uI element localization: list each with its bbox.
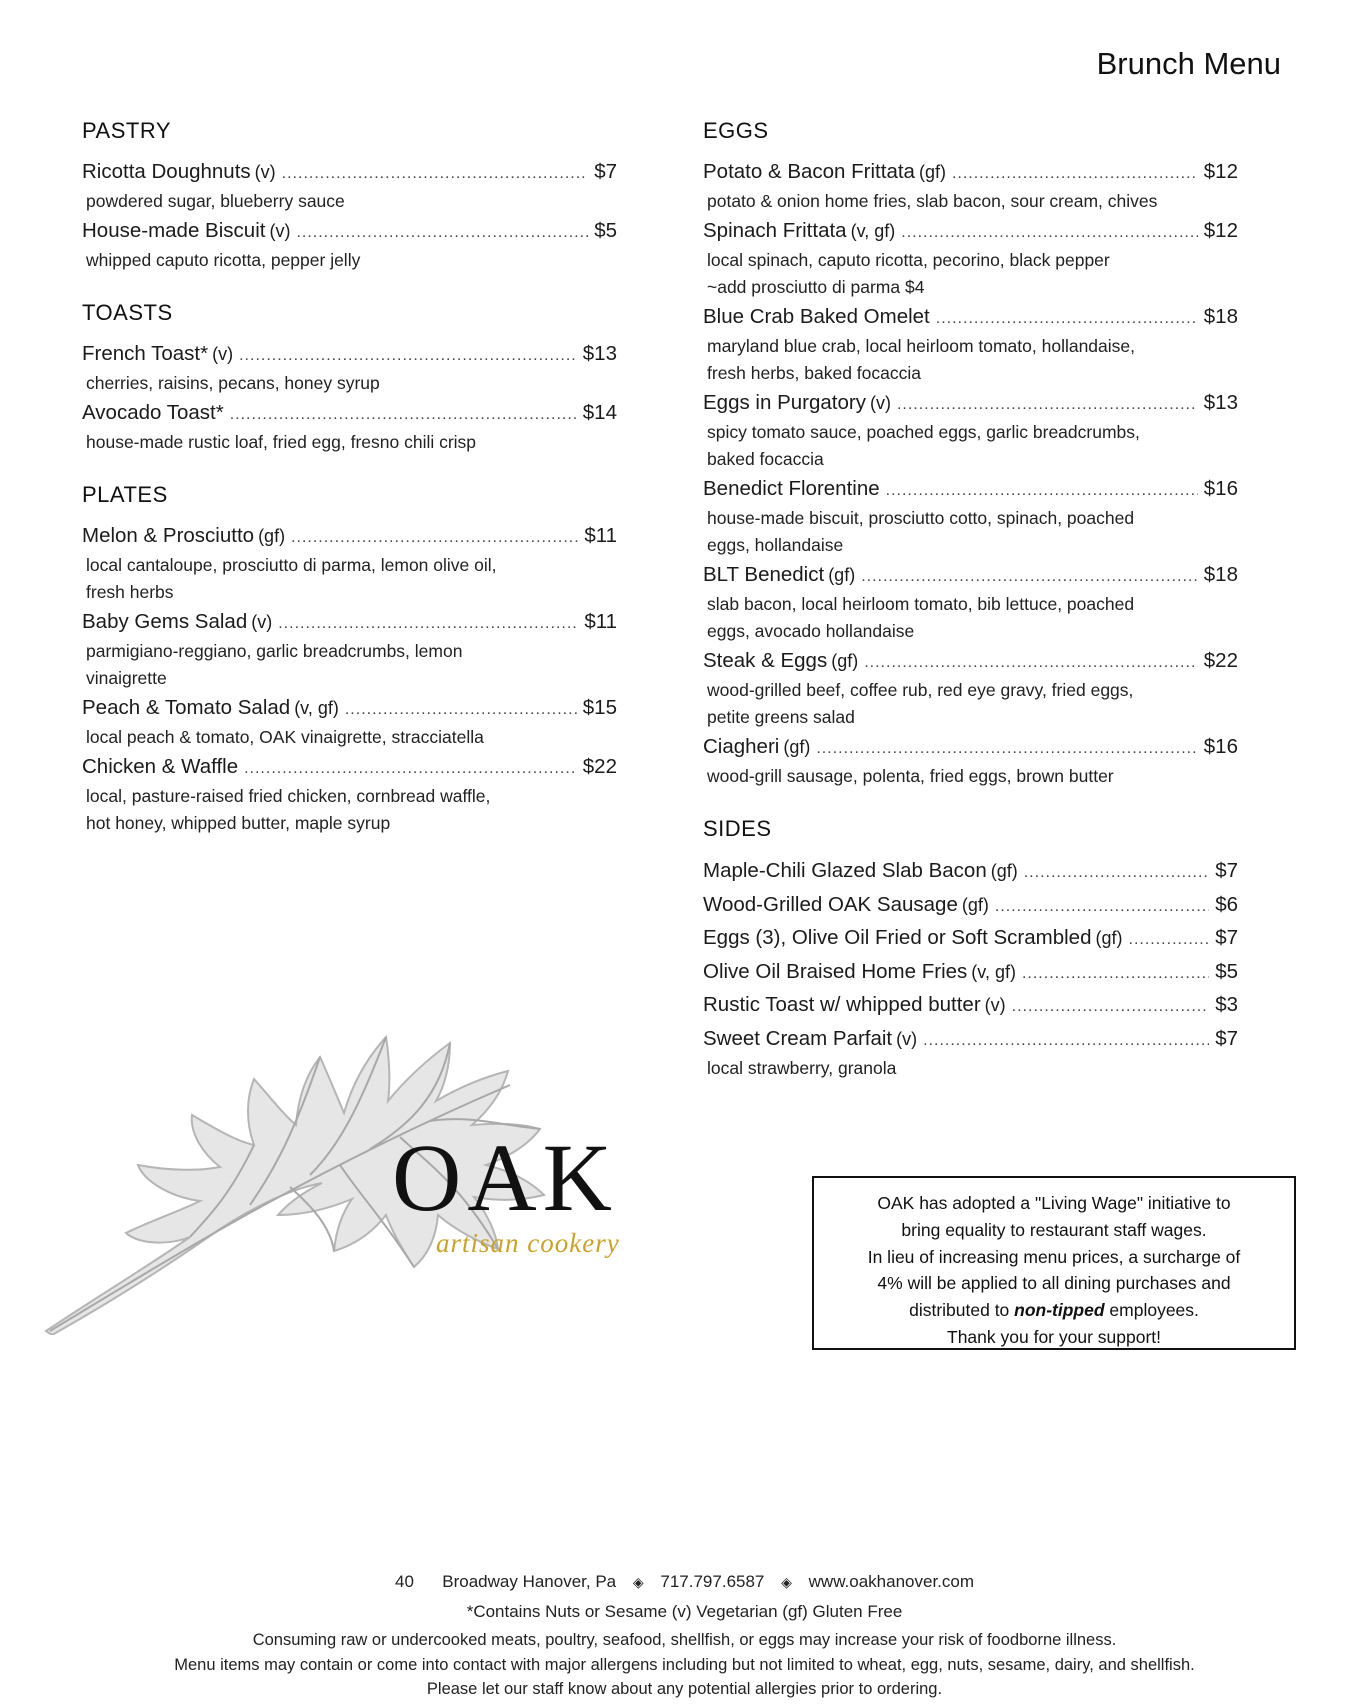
menu-item xyxy=(82,694,617,751)
section-heading: PLATES xyxy=(82,482,168,507)
menu-item xyxy=(703,990,1238,1022)
footer-note: Please let our staff know about any potential allergies prior to ordering. xyxy=(426,1680,943,1698)
section-heading: PASTRY xyxy=(82,118,171,143)
menu-item-line xyxy=(703,1024,1238,1056)
dietary-tag: (v) xyxy=(212,344,234,364)
dietary-legend: *Contains Nuts or Sesame (v) Vegetarian (gf) Gluten Free xyxy=(466,1602,903,1621)
menu-item xyxy=(82,158,617,215)
menu-item-name: Eggs (3), Olive Oil Fried or Soft Scrambled xyxy=(703,926,1092,949)
menu-item-description: slab bacon, local heirloom tomato, bib lettuce, poached xyxy=(707,594,1135,614)
dietary-tag: (gf) xyxy=(1095,928,1123,948)
menu-item-description: spicy tomato sauce, poached eggs, garlic breadcrumbs, xyxy=(707,422,1140,442)
menu-items xyxy=(82,158,617,274)
menu-item-line xyxy=(703,923,1238,955)
menu-item-price: $22 xyxy=(1203,649,1238,672)
menu-item-line xyxy=(703,561,1238,591)
menu-item-line xyxy=(703,647,1238,677)
menu-item-name: Chicken & Waffle xyxy=(82,755,239,778)
menu-item-line xyxy=(703,475,1238,505)
menu-item-price: $22 xyxy=(582,755,617,778)
menu-item-name: Melon & Prosciutto xyxy=(82,524,255,547)
living-wage-notice xyxy=(812,1176,1296,1350)
dietary-tag: (v) xyxy=(251,612,273,632)
menu-item-name: Steak & Eggs xyxy=(703,649,828,672)
street-number: 40 xyxy=(394,1572,414,1591)
dietary-tag: (gf) xyxy=(918,162,946,182)
menu-item xyxy=(703,1024,1238,1083)
section-toasts xyxy=(82,300,617,456)
menu-item-line xyxy=(82,753,617,783)
dietary-tag: (v) xyxy=(869,393,891,413)
dot-leader xyxy=(239,342,577,370)
dot-leader xyxy=(1024,858,1209,888)
menu-item-name: Wood-Grilled OAK Sausage xyxy=(703,892,958,916)
dietary-tag: (gf) xyxy=(990,861,1018,881)
menu-item-description: hot honey, whipped butter, maple syrup xyxy=(86,813,391,833)
menu-item xyxy=(703,303,1238,387)
dot-leader xyxy=(936,305,1198,333)
menu-item-description: cherries, raisins, pecans, honey syrup xyxy=(86,373,380,393)
menu-items xyxy=(82,522,617,837)
menu-item-name: Eggs in Purgatory xyxy=(703,391,866,414)
menu-item-price: $6 xyxy=(1215,892,1238,916)
menu-item xyxy=(703,217,1238,301)
menu-item-name: Peach & Tomato Salad xyxy=(82,696,291,719)
page-title: Brunch Menu xyxy=(1096,46,1281,81)
menu-item-line xyxy=(82,158,617,188)
menu-item-description: local peach & tomato, OAK vinaigrette, stracciatella xyxy=(86,727,484,747)
dot-leader xyxy=(345,696,577,724)
menu-item-name: Potato & Bacon Frittata xyxy=(703,160,915,183)
menu-item xyxy=(82,522,617,606)
notice-line xyxy=(824,1297,1284,1324)
menu-item-line xyxy=(703,890,1238,922)
menu-item-description: whipped caputo ricotta, pepper jelly xyxy=(86,250,361,270)
menu-item-name: Sweet Cream Parfait xyxy=(703,1026,893,1050)
menu-item xyxy=(703,158,1238,215)
dietary-tag: (v, gf) xyxy=(971,961,1016,982)
menu-item-description: ~add prosciutto di parma $4 xyxy=(707,277,925,297)
menu-item-line xyxy=(82,399,617,429)
phone-number: 717.797.6587 xyxy=(660,1572,765,1591)
brand-name: OAK xyxy=(392,1124,618,1231)
dot-leader xyxy=(923,1026,1209,1056)
menu-item-line xyxy=(703,733,1238,763)
allergen-notes xyxy=(0,1628,1369,1702)
menu-item-line xyxy=(703,957,1238,989)
section-eggs xyxy=(703,118,1238,790)
dietary-tag: (gf) xyxy=(828,565,856,585)
menu-item-name: Avocado Toast* xyxy=(82,401,224,424)
menu-item-name: Ciagheri xyxy=(703,735,780,758)
section-heading: TOASTS xyxy=(82,300,173,325)
menu-item-name: French Toast* xyxy=(82,342,209,365)
menu-item xyxy=(703,923,1238,955)
menu-item-price: $13 xyxy=(1203,391,1238,414)
menu-item-price: $16 xyxy=(1203,735,1238,758)
menu-item-description: maryland blue crab, local heirloom tomato, hollandaise, xyxy=(707,336,1136,356)
menu-item-description: parmigiano-reggiano, garlic breadcrumbs, lemon xyxy=(86,641,463,661)
dietary-tag: (v) xyxy=(984,995,1006,1015)
menu-item xyxy=(82,753,617,837)
menu-item-description: wood-grill sausage, polenta, fried eggs, brown butter xyxy=(707,766,1114,786)
menu-item xyxy=(82,340,617,397)
menu-item-line xyxy=(703,990,1238,1022)
menu-item xyxy=(703,647,1238,731)
menu-item-description: vinaigrette xyxy=(86,668,167,688)
notice-text: employees. xyxy=(1104,1300,1199,1321)
menu-item-price: $18 xyxy=(1203,305,1238,328)
dot-leader xyxy=(901,219,1198,247)
dietary-tag: (gf) xyxy=(258,526,286,546)
notice-line: In lieu of increasing menu prices, a surcharge of xyxy=(867,1246,1241,1267)
menu-item xyxy=(703,475,1238,559)
dietary-tag: (gf) xyxy=(831,651,859,671)
brand-subtitle: artisan cookery xyxy=(436,1228,620,1258)
dietary-tag: (v) xyxy=(254,162,276,182)
menu-item-description: local cantaloupe, prosciutto di parma, lemon olive oil, xyxy=(86,555,497,575)
right-column xyxy=(703,118,1238,1108)
menu-item xyxy=(703,957,1238,989)
dot-leader xyxy=(995,892,1209,922)
dietary-tag: (gf) xyxy=(961,894,989,915)
menu-item-price: $14 xyxy=(582,401,617,424)
menu-items xyxy=(703,856,1238,1082)
notice-line: bring equality to restaurant staff wages. xyxy=(901,1219,1207,1240)
menu-item-name: Spinach Frittata xyxy=(703,219,847,242)
menu-item-description: local, pasture-raised fried chicken, cornbread waffle, xyxy=(86,786,491,806)
menu-item-name: Rustic Toast w/ whipped butter xyxy=(703,993,981,1016)
section-plates xyxy=(82,482,617,837)
diamond-icon: ◈ xyxy=(781,1574,792,1590)
menu-item-name: BLT Benedict xyxy=(703,563,825,586)
menu-item-line xyxy=(703,217,1238,247)
menu-item xyxy=(703,856,1238,888)
menu-item-price: $5 xyxy=(1215,959,1238,983)
notice-line: 4% will be applied to all dining purchases and xyxy=(877,1273,1231,1294)
left-column xyxy=(82,118,617,863)
menu-items xyxy=(703,158,1238,790)
menu-item-description: wood-grilled beef, coffee rub, red eye gravy, fried eggs, xyxy=(707,680,1134,700)
footer-note: Consuming raw or undercooked meats, poultry, seafood, shellfish, or eggs may increase your risk of foodborne illness. xyxy=(252,1631,1117,1649)
dot-leader xyxy=(1012,992,1210,1022)
menu-item-description: baked focaccia xyxy=(707,449,824,469)
section-heading: SIDES xyxy=(703,816,772,841)
menu-item-price: $11 xyxy=(584,524,617,547)
menu-item xyxy=(703,890,1238,922)
menu-item-name: Benedict Florentine xyxy=(703,477,880,500)
menu-item-description: petite greens salad xyxy=(707,707,855,727)
menu-item-description: local spinach, caputo ricotta, pecorino, black pepper xyxy=(707,250,1110,270)
dot-leader xyxy=(1022,959,1209,989)
dot-leader xyxy=(291,524,578,552)
menu-item-description: house-made biscuit, prosciutto cotto, spinach, poached xyxy=(707,508,1135,528)
menu-item xyxy=(703,733,1238,790)
menu-item-description: house-made rustic loaf, fried egg, fresno chili crisp xyxy=(86,432,477,452)
menu-item-description: fresh herbs xyxy=(86,582,174,602)
menu-item xyxy=(82,217,617,274)
dot-leader xyxy=(244,755,577,783)
menu-item-price: $7 xyxy=(1215,859,1238,882)
menu-item-line xyxy=(82,217,617,247)
menu-item-line xyxy=(703,158,1238,188)
menu-item xyxy=(703,561,1238,645)
dot-leader xyxy=(897,391,1198,419)
menu-item-line xyxy=(703,303,1238,333)
notice-emphasis: non-tipped xyxy=(1014,1300,1105,1321)
dot-leader xyxy=(886,477,1198,505)
menu-item-price: $11 xyxy=(584,610,617,633)
diamond-icon: ◈ xyxy=(632,1574,644,1590)
menu-item-description: fresh herbs, baked focaccia xyxy=(707,363,922,383)
footer-address xyxy=(0,1572,1369,1592)
menu-item-price: $5 xyxy=(594,219,617,242)
menu-item-price: $7 xyxy=(594,160,617,183)
dot-leader xyxy=(296,219,588,247)
menu-item-line xyxy=(703,389,1238,419)
menu-item-price: $7 xyxy=(1215,926,1238,949)
street-address: Broadway Hanover, Pa xyxy=(442,1572,617,1591)
dietary-tag: (v) xyxy=(269,221,291,241)
menu-item-price: $15 xyxy=(582,696,617,719)
menu-item-name: Ricotta Doughnuts xyxy=(82,160,251,183)
dot-leader xyxy=(1129,925,1210,955)
menu-item-name: Baby Gems Salad xyxy=(82,610,248,633)
menu-item-name: Blue Crab Baked Omelet xyxy=(703,305,930,328)
section-sides xyxy=(703,816,1238,1082)
menu-item-name: House-made Biscuit xyxy=(82,219,266,242)
dot-leader xyxy=(861,563,1198,591)
dot-leader xyxy=(816,735,1197,763)
menu-item-description: potato & onion home fries, slab bacon, sour cream, chives xyxy=(707,191,1158,211)
menu-item-line xyxy=(82,522,617,552)
menu-item xyxy=(703,389,1238,473)
menu-item-line xyxy=(82,340,617,370)
section-heading: EGGS xyxy=(703,118,769,143)
menu-item-price: $13 xyxy=(582,342,617,365)
dietary-tag: (v, gf) xyxy=(850,221,896,241)
menu-item-price: $16 xyxy=(1203,477,1238,500)
website-link[interactable]: www.oakhanover.com xyxy=(808,1572,975,1591)
menu-item-line xyxy=(82,694,617,724)
menu-item xyxy=(82,399,617,456)
menu-items xyxy=(82,340,617,456)
dietary-tag: (v, gf) xyxy=(294,698,339,718)
menu-item-name: Olive Oil Braised Home Fries xyxy=(703,959,968,983)
menu-item xyxy=(82,608,617,692)
dot-leader xyxy=(952,160,1198,188)
menu-item-price: $7 xyxy=(1215,1026,1238,1050)
notice-line: Thank you for your support! xyxy=(947,1326,1161,1347)
dietary-tag: (v) xyxy=(896,1028,918,1049)
menu-item-price: $3 xyxy=(1215,993,1238,1016)
menu-item-description: eggs, avocado hollandaise xyxy=(707,621,915,641)
brand-logo xyxy=(392,1124,702,1290)
menu-item-price: $12 xyxy=(1203,219,1238,242)
notice-line: OAK has adopted a "Living Wage" initiative to xyxy=(877,1193,1231,1213)
dot-leader xyxy=(864,649,1198,677)
notice-text: distributed to xyxy=(909,1300,1015,1321)
dot-leader xyxy=(282,160,589,188)
menu-item-line xyxy=(82,608,617,638)
menu-item-price: $18 xyxy=(1203,563,1238,586)
dot-leader xyxy=(230,401,577,429)
menu-item-description: local strawberry, granola xyxy=(707,1058,897,1078)
menu-item-description: powdered sugar, blueberry sauce xyxy=(86,191,345,211)
dot-leader xyxy=(278,610,578,638)
menu-item-price: $12 xyxy=(1203,160,1238,183)
menu-item-line xyxy=(703,856,1238,888)
footer-note: Menu items may contain or come into contact with major allergens including but not limited to wheat, egg, nuts, sesame, dairy, and shellfish. xyxy=(174,1655,1195,1674)
menu-item-description: eggs, hollandaise xyxy=(707,535,844,555)
section-pastry xyxy=(82,118,617,274)
menu-item-name: Maple-Chili Glazed Slab Bacon xyxy=(703,859,987,882)
dietary-tag: (gf) xyxy=(783,737,811,757)
